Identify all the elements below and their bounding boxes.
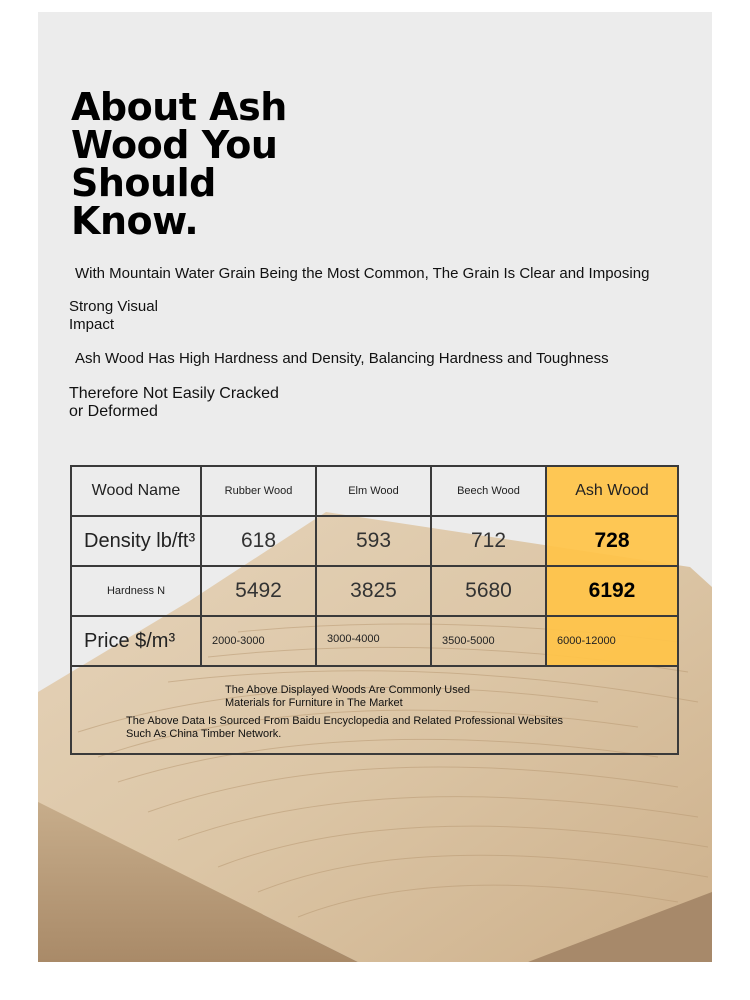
density-elm: 593: [317, 517, 432, 567]
table-notes: [72, 667, 677, 753]
header-elm-wood: Elm Wood: [317, 467, 432, 517]
text-line: Impact: [69, 316, 115, 333]
hardness-description: Ash Wood Has High Hardness and Density, Balancing Hardness and Toughness: [75, 350, 609, 367]
note-line: Materials for Furniture in The Market: [225, 697, 403, 709]
density-ash: 728: [547, 517, 677, 567]
note-line: Such As China Timber Network.: [126, 728, 282, 740]
page-title: [71, 85, 287, 243]
hardness-elm: 3825: [317, 567, 432, 617]
wood-comparison-table: [70, 465, 679, 755]
text-line: Therefore Not Easily Cracked: [69, 385, 279, 402]
price-rubber: 2000-3000: [202, 617, 317, 667]
row-label-price: Price $/m³: [72, 617, 202, 667]
text-line: or Deformed: [69, 403, 158, 420]
title-line: Wood You: [71, 123, 278, 167]
price-beech: 3500-5000: [432, 617, 547, 667]
durability-text: [69, 385, 279, 421]
header-beech-wood: Beech Wood: [432, 467, 547, 517]
header-rubber-wood: Rubber Wood: [202, 467, 317, 517]
title-line: About Ash: [71, 85, 287, 129]
title-line: Should: [71, 161, 216, 205]
note-common-materials: [225, 684, 470, 710]
note-line: The Above Data Is Sourced From Baidu Encyclopedia and Related Professional Websites: [126, 715, 563, 727]
hardness-ash: 6192: [547, 567, 677, 617]
header-wood-name: Wood Name: [72, 467, 202, 517]
density-rubber: 618: [202, 517, 317, 567]
price-elm: 3000-4000: [317, 617, 432, 667]
hardness-beech: 5680: [432, 567, 547, 617]
density-beech: 712: [432, 517, 547, 567]
row-label-density: Density lb/ft³: [72, 517, 202, 567]
title-line: Know.: [71, 199, 199, 243]
text-line: Strong Visual: [69, 298, 158, 315]
note-line: The Above Displayed Woods Are Commonly Used: [225, 684, 470, 696]
header-ash-wood: Ash Wood: [547, 467, 677, 517]
grain-description: With Mountain Water Grain Being the Most Common, The Grain Is Clear and Imposing: [75, 265, 650, 282]
note-data-source: [126, 715, 563, 741]
content-panel: [38, 12, 712, 962]
row-label-hardness: Hardness N: [72, 567, 202, 617]
visual-impact-text: [69, 298, 158, 334]
price-ash: 6000-12000: [547, 617, 677, 667]
hardness-rubber: 5492: [202, 567, 317, 617]
